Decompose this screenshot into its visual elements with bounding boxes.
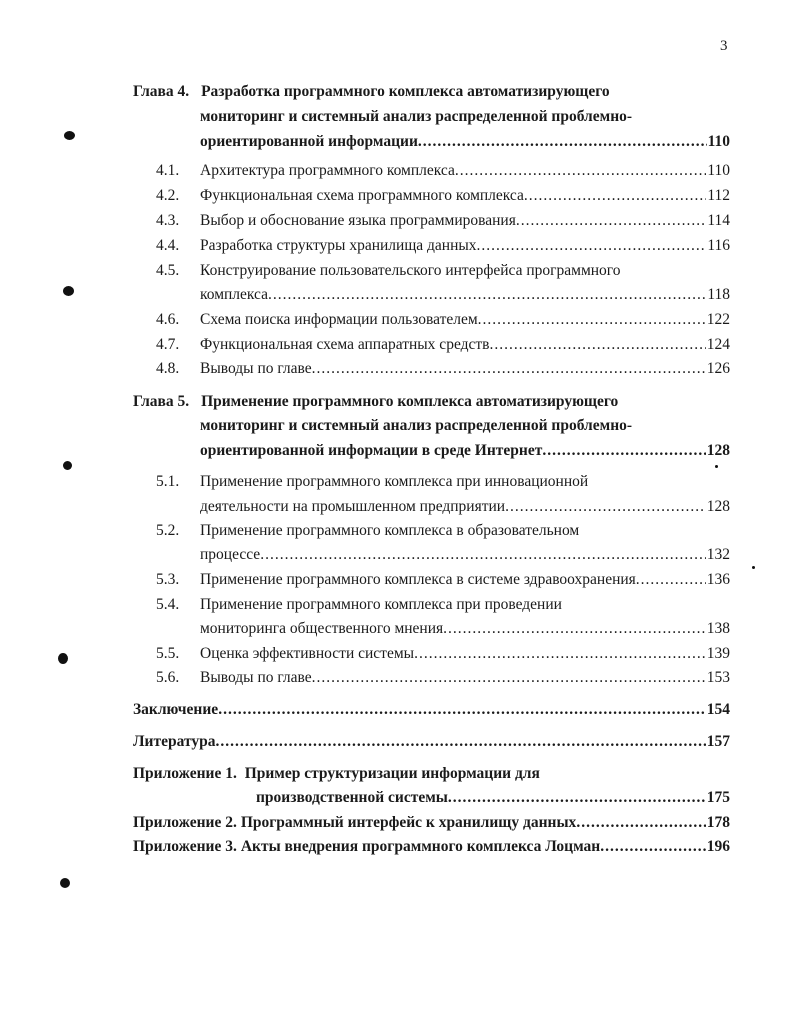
chapter5-page: 128 (706, 442, 730, 459)
leader-dots (600, 836, 706, 858)
scan-speck (715, 465, 718, 468)
section-number: 4.4. (156, 237, 180, 254)
appendix-label: Приложение 2. (133, 814, 237, 831)
section-title-line1: Применение программного комплекса в образовательном (200, 522, 580, 539)
section-title: Функциональная схема программного комплекса (200, 187, 524, 204)
section-page: 153 (706, 669, 730, 686)
section-page: 114 (707, 212, 730, 229)
toc-entry-appendix-3[interactable] (133, 836, 730, 858)
toc-entry-literature[interactable] (133, 731, 730, 753)
toc-entry-4-6[interactable] (0, 309, 730, 331)
leader-dots (524, 185, 706, 207)
toc-entry-4-3[interactable] (0, 210, 730, 232)
section-number: 4.7. (156, 336, 180, 353)
literature-title: Литература (133, 733, 216, 750)
chapter4-title-line2: мониторинг и системный анализ распределенной проблемно- (200, 108, 633, 125)
section-number: 4.1. (156, 162, 180, 179)
leader-dots (268, 284, 706, 306)
section-number: 5.6. (156, 669, 180, 686)
appendix-label: Приложение 3. (133, 838, 237, 855)
leader-dots (443, 618, 706, 640)
section-page: 116 (707, 237, 730, 254)
section-number: 5.5. (156, 645, 180, 662)
leader-dots (477, 235, 707, 257)
toc-entry-4-5-cont[interactable] (200, 284, 730, 306)
toc-entry-4-8[interactable] (0, 358, 730, 380)
leader-dots (489, 334, 705, 356)
scan-speck (64, 131, 75, 140)
chapter5-heading (133, 391, 618, 413)
chapter4-page: 110 (707, 133, 730, 150)
section-number: 4.3. (156, 212, 180, 229)
leader-dots (418, 131, 707, 153)
chapter5-entry[interactable] (200, 440, 730, 462)
chapter4-heading (133, 81, 610, 103)
leader-dots (312, 667, 706, 689)
section-title-line2: деятельности на промышленном предприятии (200, 498, 506, 515)
section-title-line2: процессе (200, 546, 261, 563)
toc-entry-conclusion[interactable] (133, 699, 730, 721)
section-page: 136 (706, 571, 730, 588)
leader-dots (448, 787, 706, 809)
toc-entry-5-1-cont[interactable] (200, 496, 730, 518)
leader-dots (455, 160, 706, 182)
section-title: Функциональная схема аппаратных средств (200, 336, 490, 353)
toc-entry-5-4[interactable] (0, 594, 730, 616)
scan-speck (60, 878, 70, 888)
chapter5-title-line1: Применение программного комплекса автоматизирующего (201, 393, 619, 410)
section-number: 4.2. (156, 187, 180, 204)
leader-dots (542, 440, 705, 462)
toc-entry-4-1[interactable] (0, 160, 730, 182)
chapter4-label: Глава 4. (133, 83, 190, 100)
leader-dots (218, 699, 706, 721)
section-page: 110 (707, 162, 730, 179)
section-title-line2: мониторинга общественного мнения (200, 620, 444, 637)
leader-dots (215, 731, 705, 753)
appendix-page: 178 (706, 814, 730, 831)
section-title: Применение программного комплекса в системе здравоохранения (200, 571, 636, 588)
section-page: 112 (707, 187, 730, 204)
appendix-title-line2: производственной системы (256, 789, 448, 806)
toc-entry-4-5[interactable] (0, 260, 730, 282)
toc-entry-5-2-cont[interactable] (200, 544, 730, 566)
toc-entry-4-7[interactable] (0, 334, 730, 356)
chapter5-title-line2: мониторинг и системный анализ распределенной проблемно- (200, 417, 633, 434)
section-page: 132 (706, 546, 730, 563)
section-title: Схема поиска информации пользователем (200, 311, 478, 328)
section-page: 122 (706, 311, 730, 328)
section-title: Выводы по главе (200, 669, 312, 686)
appendix-title: Акты внедрения программного комплекса Лоцман (240, 838, 601, 855)
section-number: 5.2. (156, 522, 180, 539)
section-title: Выбор и обоснование языка программирования (200, 212, 516, 229)
section-number: 5.3. (156, 571, 180, 588)
section-number: 4.8. (156, 360, 180, 377)
scan-speck (752, 566, 755, 569)
section-page: 126 (706, 360, 730, 377)
literature-page: 157 (706, 733, 730, 750)
section-title-line1: Конструирование пользовательского интерфейса программного (200, 262, 621, 279)
conclusion-page: 154 (706, 701, 730, 718)
leader-dots (516, 210, 706, 232)
section-title-line1: Применение программного комплекса при инновационной (200, 473, 589, 490)
appendix-page: 175 (706, 789, 730, 806)
section-title: Выводы по главе (200, 360, 312, 377)
chapter5-label: Глава 5. (133, 393, 190, 410)
leader-dots (312, 358, 706, 380)
chapter4-title-line3: ориентированной информации (200, 133, 418, 150)
toc-entry-5-6[interactable] (0, 667, 730, 689)
toc-entry-appendix-1[interactable] (133, 763, 540, 785)
appendix-page: 196 (706, 838, 730, 855)
section-page: 139 (706, 645, 730, 662)
toc-entry-appendix-2[interactable] (133, 812, 730, 834)
section-page: 124 (706, 336, 730, 353)
toc-entry-5-5[interactable] (0, 643, 730, 665)
section-number: 5.1. (156, 473, 180, 490)
chapter4-entry[interactable] (200, 131, 730, 153)
section-number: 4.6. (156, 311, 180, 328)
section-number: 4.5. (156, 262, 180, 279)
section-title-line1: Применение программного комплекса при проведении (200, 596, 562, 613)
leader-dots (505, 496, 706, 518)
section-page: 138 (706, 620, 730, 637)
section-number: 5.4. (156, 596, 180, 613)
section-title: Оценка эффективности системы (200, 645, 415, 662)
leader-dots (576, 812, 705, 834)
appendix-label: Приложение 1. (133, 765, 237, 782)
appendix-title-line1: Пример структуризации информации для (244, 765, 540, 782)
toc-entry-5-1[interactable] (0, 471, 730, 493)
toc-entry-5-3[interactable] (0, 569, 730, 591)
section-title: Архитектура программного комплекса (200, 162, 455, 179)
leader-dots (260, 544, 706, 566)
section-title-line2: комплекса (200, 286, 269, 303)
scan-speck (58, 653, 68, 664)
toc-entry-4-4[interactable] (0, 235, 730, 257)
section-page: 118 (707, 286, 730, 303)
toc-entry-5-2[interactable] (0, 520, 730, 542)
leader-dots (636, 569, 706, 591)
conclusion-title: Заключение (133, 701, 219, 718)
chapter4-title-line1: Разработка программного комплекса автоматизирующего (201, 83, 610, 100)
chapter5-title-line3: ориентированной информации в среде Интернет (200, 442, 543, 459)
scan-speck (63, 461, 72, 470)
appendix-title: Программный интерфейс к хранилищу данных (240, 814, 577, 831)
scan-speck (63, 286, 74, 296)
page-number: 3 (720, 38, 728, 54)
section-title: Разработка структуры хранилища данных (200, 237, 477, 254)
toc-entry-5-4-cont[interactable] (200, 618, 730, 640)
leader-dots (414, 643, 706, 665)
toc-entry-4-2[interactable] (0, 185, 730, 207)
leader-dots (478, 309, 706, 331)
toc-entry-appendix-1-cont[interactable] (256, 787, 730, 809)
section-page: 128 (706, 498, 730, 515)
